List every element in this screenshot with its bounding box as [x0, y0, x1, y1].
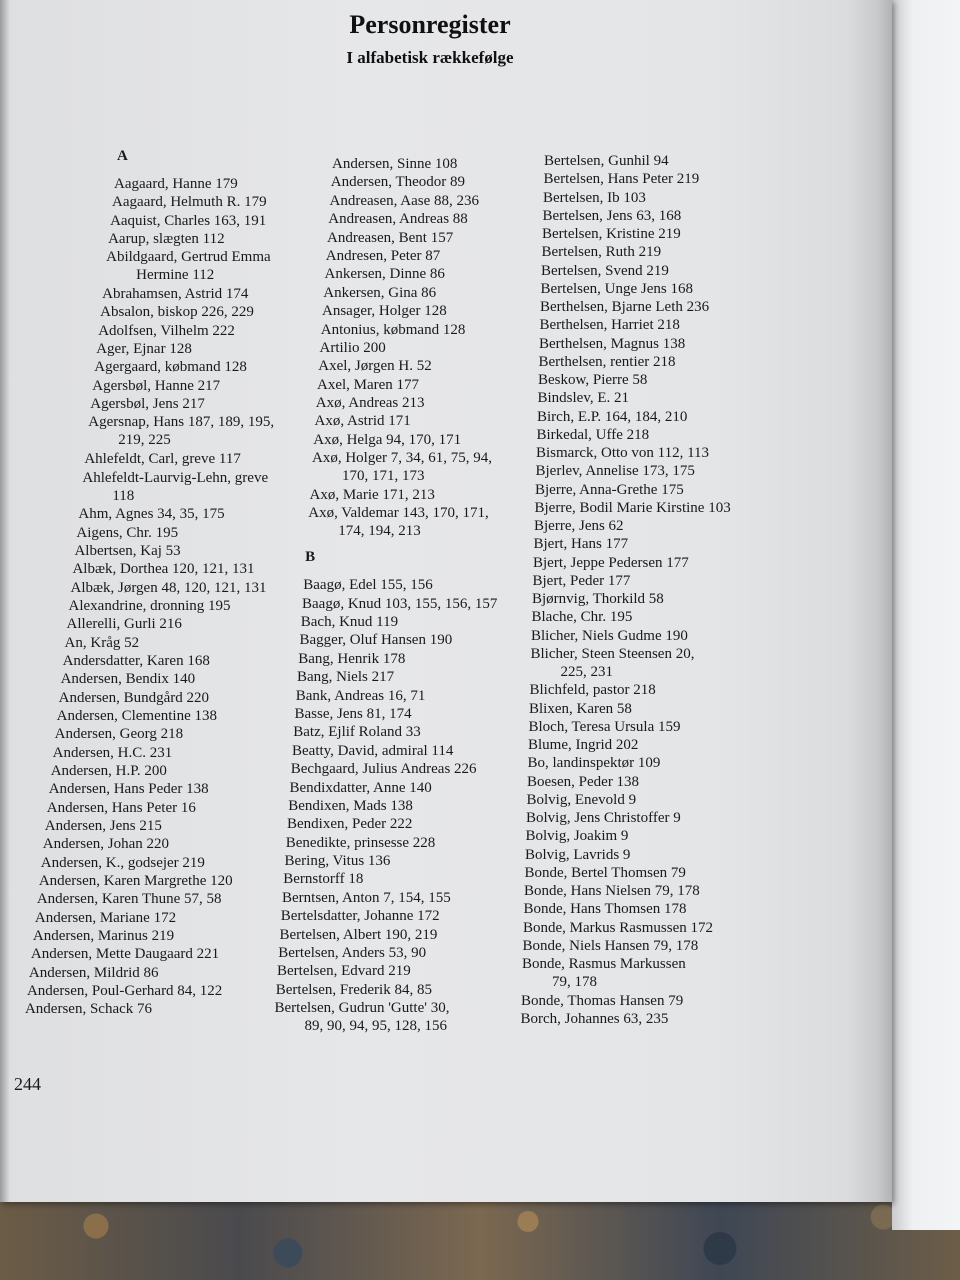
entry-text: Artilio 200: [319, 339, 386, 356]
entry-text: Bonde, Hans Nielsen 79, 178: [524, 883, 700, 899]
entry-text: Boesen, Peder 138: [527, 773, 640, 790]
index-entry: [272, 981, 542, 999]
index-entry: [22, 854, 307, 872]
index-entry: [22, 909, 307, 927]
index-letter-heading: A: [117, 148, 128, 164]
index-entry: [272, 723, 542, 741]
index-entry: [272, 576, 542, 594]
entry-continuation: 170, 171, 173: [342, 468, 425, 485]
entry-text: Agersbøl, Jens 217: [90, 396, 205, 413]
index-entry: [520, 316, 790, 334]
index-entry: [272, 210, 542, 228]
entry-continuation: Hermine 112: [136, 267, 215, 284]
index-entry: [22, 670, 307, 688]
entry-text: Axø, Helga 94, 170, 171: [313, 431, 462, 448]
index-entry: [272, 705, 542, 723]
entry-text: Abildgaard, Gertrud Emma: [106, 249, 271, 266]
entry-text: Blixen, Karen 58: [529, 700, 632, 717]
entry-text: Berthelsen, Harriet 218: [539, 317, 680, 334]
entry-text: Andreasen, Aase 88, 236: [329, 192, 480, 209]
entry-text: Bolvig, Joakim 9: [525, 828, 629, 845]
index-entry: [272, 394, 542, 412]
entry-text: Bertelsen, Albert 190, 219: [279, 926, 438, 943]
index-entry: [272, 339, 542, 357]
index-letter-heading: B: [305, 549, 316, 566]
entry-text: Bang, Henrik 178: [298, 650, 406, 667]
entry-text: Agersbøl, Hanne 217: [92, 377, 221, 394]
index-entry: [22, 835, 307, 853]
index-entry: [22, 872, 307, 890]
entry-text: Bagger, Oluf Hansen 190: [299, 632, 453, 649]
entry-text: Alexandrine, dronning 195: [68, 597, 231, 614]
index-entry: [520, 900, 790, 918]
index-entry: [520, 992, 790, 1010]
index-entry: [272, 999, 542, 1036]
entry-text: Aaquist, Charles 163, 191: [110, 212, 267, 229]
entry-text: Adolfsen, Vilhelm 222: [98, 322, 235, 339]
index-entry: [272, 650, 542, 668]
index-entry: [22, 413, 307, 450]
page-number: 244: [14, 1074, 41, 1094]
index-entry: [272, 870, 542, 888]
entry-text: Andersen, H.C. 231: [52, 744, 173, 761]
entry-text: Berthelsen, Bjarne Leth 236: [540, 299, 710, 315]
index-entry: [520, 846, 790, 864]
index-entry: [520, 718, 790, 736]
index-entry: [272, 687, 542, 705]
entry-text: Agersnap, Hans 187, 189, 195,: [88, 414, 275, 431]
index-entry: [520, 207, 790, 225]
index-entry: [520, 280, 790, 298]
index-entry: [272, 944, 542, 962]
index-entry: [520, 499, 790, 517]
entry-continuation: 225, 231: [560, 663, 613, 680]
entry-continuation: 219, 225: [118, 432, 171, 449]
entry-text: Bertelsen, Gunhil 94: [544, 153, 669, 169]
entry-text: Andersen, Georg 218: [54, 726, 184, 743]
entry-text: Bertelsen, Kristine 219: [542, 226, 681, 242]
entry-continuation: 89, 90, 94, 95, 128, 156: [304, 1018, 447, 1035]
entry-continuation: 118: [112, 487, 135, 504]
index-entry: [22, 542, 307, 560]
index-entry: [22, 652, 307, 670]
index-entry: [272, 155, 542, 173]
index-entry: [272, 797, 542, 815]
entry-text: Berthelsen, rentier 218: [538, 353, 676, 370]
index-entry: [272, 229, 542, 247]
entry-text: Bertelsen, Gudrun 'Gutte' 30,: [274, 1000, 450, 1017]
index-entry: [22, 358, 307, 376]
index-entry: [520, 882, 790, 900]
index-entry: [22, 634, 307, 652]
index-entry: [22, 175, 307, 193]
index-entry: [272, 173, 542, 191]
entry-text: Aagaard, Hanne 179: [114, 176, 238, 192]
index-entry: [520, 189, 790, 207]
entry-text: Andersen, Johan 220: [42, 836, 170, 853]
entry-text: Ahlefeldt-Laurvig-Lehn, greve: [82, 469, 269, 486]
index-entry: [272, 412, 542, 430]
entry-text: Bjerlev, Annelise 173, 175: [535, 463, 695, 480]
index-entry: [520, 754, 790, 772]
index-entry: [520, 791, 790, 809]
index-entry: [272, 760, 542, 778]
index-entry: [22, 1000, 307, 1018]
index-entry: [520, 827, 790, 845]
entry-text: Blume, Ingrid 202: [528, 737, 639, 753]
entry-text: Birch, E.P. 164, 184, 210: [537, 408, 688, 425]
index-entry: [22, 890, 307, 908]
entry-text: Andersen, Bundgård 220: [58, 689, 209, 706]
index-entry: [520, 554, 790, 572]
entry-text: Axel, Maren 177: [317, 376, 420, 393]
entry-text: Borch, Johannes 63, 235: [520, 1010, 669, 1027]
index-entry: [272, 302, 542, 320]
index-entry: [520, 645, 790, 682]
entry-text: Ansager, Holger 128: [322, 303, 447, 320]
entry-text: Andersen, Karen Margrethe 120: [38, 873, 233, 890]
entry-text: Bonde, Thomas Hansen 79: [521, 992, 684, 1009]
entry-text: Andersen, H.P. 200: [50, 763, 167, 779]
entry-text: Ankersen, Dinne 86: [324, 266, 445, 283]
entry-text: Bjerre, Bodil Marie Kirstine 103: [534, 499, 731, 516]
entry-text: Axø, Astrid 171: [314, 413, 411, 430]
entry-text: Bo, landinspektør 109: [527, 755, 661, 772]
index-entry: [22, 505, 307, 523]
index-entry: [272, 486, 542, 504]
index-entry: [22, 322, 307, 340]
index-entry: [272, 907, 542, 925]
index-entry: [272, 431, 542, 449]
entry-text: Andersen, Bendix 140: [60, 671, 196, 688]
entry-text: Andersen, Sinne 108: [332, 156, 458, 172]
index-entry: [22, 982, 307, 1000]
index-entry: [22, 707, 307, 725]
index-entry: [22, 725, 307, 743]
index-entry: [520, 681, 790, 699]
index-entry: [520, 736, 790, 754]
entry-text: Bang, Niels 217: [297, 669, 395, 686]
index-entry: [520, 462, 790, 480]
entry-text: Ankersen, Gina 86: [323, 284, 437, 301]
entry-text: Absalon, biskop 226, 229: [100, 304, 254, 321]
entry-text: Beskow, Pierre 58: [538, 372, 648, 388]
entry-text: Birkedal, Uffe 218: [536, 426, 650, 443]
entry-text: Aagaard, Helmuth R. 179: [112, 194, 267, 211]
index-entry: [272, 962, 542, 980]
index-entry: [520, 225, 790, 243]
entry-text: Aigens, Chr. 195: [76, 524, 179, 541]
index-entry: [22, 780, 307, 798]
index-entry: [22, 524, 307, 542]
entry-text: Agergaard, købmand 128: [94, 359, 247, 376]
entry-text: Bonde, Markus Rasmussen 172: [523, 919, 713, 936]
entry-text: Bolvig, Enevold 9: [526, 791, 637, 808]
entry-text: Ahlefeldt, Carl, greve 117: [84, 451, 241, 468]
entry-text: An, Kråg 52: [64, 634, 140, 651]
index-entry: [22, 303, 307, 321]
entry-text: Albertsen, Kaj 53: [74, 542, 181, 559]
index-entry: [272, 376, 542, 394]
entry-text: Aarup, slægten 112: [108, 231, 225, 248]
entry-text: Albæk, Dorthea 120, 121, 131: [72, 561, 255, 578]
entry-text: Bertelsen, Ruth 219: [541, 244, 662, 261]
index-entry: [520, 481, 790, 499]
index-entry: [520, 535, 790, 553]
entry-text: Batz, Ejlif Roland 33: [293, 724, 421, 741]
entry-text: Axel, Jørgen H. 52: [318, 358, 432, 375]
index-entry: [272, 321, 542, 339]
index-entry: [520, 937, 790, 955]
index-entry: [520, 864, 790, 882]
entry-text: Bismarck, Otto von 112, 113: [536, 445, 710, 461]
index-entry: [272, 595, 542, 613]
index-entry: [272, 504, 542, 541]
index-entry: [520, 426, 790, 444]
index-entry: [272, 284, 542, 302]
page-left-shadow: [0, 0, 10, 1202]
entry-text: Andreasen, Andreas 88: [328, 211, 468, 228]
index-column-1: [22, 148, 307, 1019]
index-column-3: [520, 152, 790, 1028]
index-entry: [272, 926, 542, 944]
entry-text: Bertelsen, Svend 219: [541, 262, 669, 279]
entry-text: Bindslev, E. 21: [537, 390, 630, 407]
index-entry: [520, 444, 790, 462]
carpet-background: [0, 1190, 960, 1280]
entry-text: Andersen, Marinus 219: [32, 928, 175, 945]
entry-text: Andersen, Hans Peter 16: [46, 799, 196, 816]
index-entry: [520, 919, 790, 937]
entry-text: Bjerre, Jens 62: [534, 518, 624, 534]
entry-text: Abrahamsen, Astrid 174: [102, 286, 249, 303]
entry-text: Bechgaard, Julius Andreas 226: [290, 761, 477, 778]
entry-text: Andersen, Poul-Gerhard 84, 122: [26, 983, 223, 1000]
entry-text: Bjørnvig, Thorkild 58: [532, 591, 664, 607]
entry-text: Bolvig, Jens Christoffer 9: [526, 810, 681, 826]
index-entry: [272, 265, 542, 283]
index-entry: [272, 613, 542, 631]
index-entry: [22, 927, 307, 945]
entry-text: Bjert, Hans 177: [533, 536, 629, 553]
index-entry: [520, 389, 790, 407]
index-entry: [520, 1010, 790, 1028]
entry-text: Basse, Jens 81, 174: [294, 705, 412, 722]
entry-text: Axø, Holger 7, 34, 61, 75, 94,: [312, 450, 492, 467]
entry-text: Ahm, Agnes 34, 35, 175: [78, 506, 225, 523]
index-entry: [272, 889, 542, 907]
index-entry: [520, 590, 790, 608]
entry-text: Axø, Marie 171, 213: [309, 487, 435, 504]
entry-text: Blicher, Steen Steensen 20,: [530, 645, 695, 662]
entry-text: Bertelsen, Hans Peter 219: [543, 171, 700, 188]
entry-text: Benedikte, prinsesse 228: [285, 834, 436, 851]
entry-text: Bernstorff 18: [283, 871, 364, 888]
entry-text: Blichfeld, pastor 218: [529, 682, 656, 699]
entry-text: Bertelsen, Edvard 219: [277, 963, 411, 980]
entry-text: Andersen, Clementine 138: [56, 707, 218, 724]
index-entry: [22, 212, 307, 230]
entry-text: Bolvig, Lavrids 9: [525, 846, 631, 863]
index-entry: [22, 285, 307, 303]
index-entry: [22, 964, 307, 982]
index-entry: [272, 631, 542, 649]
index-entry: [272, 852, 542, 870]
entry-text: Bendixen, Mads 138: [288, 797, 413, 814]
entry-text: Baagø, Knud 103, 155, 156, 157: [302, 595, 498, 612]
entry-text: Bertelsen, Jens 63, 168: [542, 207, 682, 224]
entry-text: Andersen, Hans Peder 138: [48, 781, 209, 798]
entry-text: Andersdatter, Karen 168: [62, 652, 210, 669]
index-entry: [272, 834, 542, 852]
entry-text: Andreasen, Bent 157: [327, 229, 454, 246]
entry-continuation: 174, 194, 213: [338, 523, 421, 540]
index-entry: [22, 248, 307, 285]
index-entry: [272, 742, 542, 760]
page-title: Personregister: [349, 10, 511, 39]
index-entry: [520, 243, 790, 261]
index-entry: [22, 579, 307, 597]
index-entry: [520, 170, 790, 188]
entry-text: Bertelsen, Anders 53, 90: [278, 945, 427, 962]
entry-text: Bertelsen, Ib 103: [543, 189, 646, 206]
index-entry: [520, 773, 790, 791]
entry-continuation: 79, 178: [552, 974, 597, 990]
entry-text: Andersen, K., godsejer 219: [40, 854, 205, 871]
index-entry: [22, 395, 307, 413]
index-entry: [272, 357, 542, 375]
index-entry: [520, 262, 790, 280]
index-entry: [520, 700, 790, 718]
entry-text: Blache, Chr. 195: [531, 609, 633, 626]
entry-text: Bjert, Peder 177: [532, 572, 631, 589]
entry-text: Andersen, Mariane 172: [34, 909, 177, 926]
entry-text: Bonde, Hans Thomsen 178: [523, 901, 687, 918]
index-entry: [520, 353, 790, 371]
entry-text: Andersen, Schack 76: [24, 1001, 153, 1018]
page-subtitle: I alfabetisk rækkefølge: [346, 48, 514, 67]
entry-text: Bering, Vitus 136: [284, 853, 391, 870]
index-entry: [22, 615, 307, 633]
entry-text: Albæk, Jørgen 48, 120, 121, 131: [70, 579, 267, 596]
entry-text: Andersen, Mildrid 86: [28, 964, 159, 981]
entry-text: Bonde, Bertel Thomsen 79: [524, 864, 686, 881]
entry-text: Ager, Ejnar 128: [96, 341, 192, 358]
index-entry: [22, 230, 307, 248]
index-entry: [272, 449, 542, 486]
index-entry: [22, 450, 307, 468]
entry-text: Axø, Andreas 213: [315, 395, 425, 412]
index-entry: [22, 193, 307, 211]
entry-text: Bendixdatter, Anne 140: [289, 779, 432, 796]
entry-text: Bjerre, Anna-Grethe 175: [535, 481, 684, 498]
page-gutter-shadow: [846, 0, 892, 1202]
index-entry: [520, 809, 790, 827]
entry-text: Bonde, Rasmus Markussen: [522, 956, 686, 972]
index-entry: [22, 597, 307, 615]
facing-page-edge: [892, 0, 960, 1230]
index-entry: [520, 608, 790, 626]
index-entry: [272, 668, 542, 686]
entry-text: Bendixen, Peder 222: [287, 816, 413, 833]
entry-text: Bloch, Teresa Ursula 159: [528, 718, 681, 735]
index-entry: [22, 560, 307, 578]
entry-text: Andersen, Jens 215: [44, 818, 162, 835]
entry-text: Bjert, Jeppe Pedersen 177: [533, 554, 689, 571]
index-entry: [520, 408, 790, 426]
index-entry: [22, 377, 307, 395]
index-entry: [520, 955, 790, 992]
index-entry: [272, 247, 542, 265]
entry-text: Beatty, David, admiral 114: [292, 742, 454, 759]
index-entry: [22, 762, 307, 780]
entry-text: Axø, Valdemar 143, 170, 171,: [308, 505, 489, 522]
index-entry: [22, 469, 307, 506]
index-entry: [520, 152, 790, 170]
entry-text: Berntsen, Anton 7, 154, 155: [282, 889, 451, 906]
index-entry: [22, 689, 307, 707]
entry-text: Baagø, Edel 155, 156: [303, 577, 433, 594]
entry-text: Andersen, Theodor 89: [330, 174, 466, 191]
index-entry: [272, 192, 542, 210]
index-entry: [272, 815, 542, 833]
entry-text: Antonius, købmand 128: [320, 321, 466, 338]
entry-text: Bonde, Niels Hansen 79, 178: [522, 937, 699, 954]
index-entry: [520, 298, 790, 316]
index-entry: [520, 627, 790, 645]
index-entry: [22, 799, 307, 817]
entry-text: Blicher, Niels Gudme 190: [531, 627, 688, 644]
index-entry: [22, 744, 307, 762]
index-entry: [520, 335, 790, 353]
entry-text: Bertelsdatter, Johanne 172: [280, 908, 440, 925]
entry-text: Bertelsen, Unge Jens 168: [540, 280, 693, 297]
index-entry: [22, 817, 307, 835]
index-entry: [272, 779, 542, 797]
entry-text: Andersen, Karen Thune 57, 58: [36, 891, 222, 908]
index-entry: [520, 572, 790, 590]
index-entry: [22, 945, 307, 963]
index-entry: [520, 371, 790, 389]
entry-text: Allerelli, Gurli 216: [66, 616, 182, 633]
entry-text: Bank, Andreas 16, 71: [295, 687, 426, 704]
index-entry: [22, 340, 307, 358]
entry-text: Berthelsen, Magnus 138: [539, 335, 686, 352]
entry-text: Bertelsen, Frederik 84, 85: [275, 981, 432, 998]
index-entry: [520, 517, 790, 535]
entry-text: Bach, Knud 119: [300, 614, 399, 631]
entry-text: Andresen, Peter 87: [325, 247, 441, 264]
entry-text: Andersen, Mette Daugaard 221: [30, 946, 220, 963]
index-column-2: [272, 155, 542, 1036]
